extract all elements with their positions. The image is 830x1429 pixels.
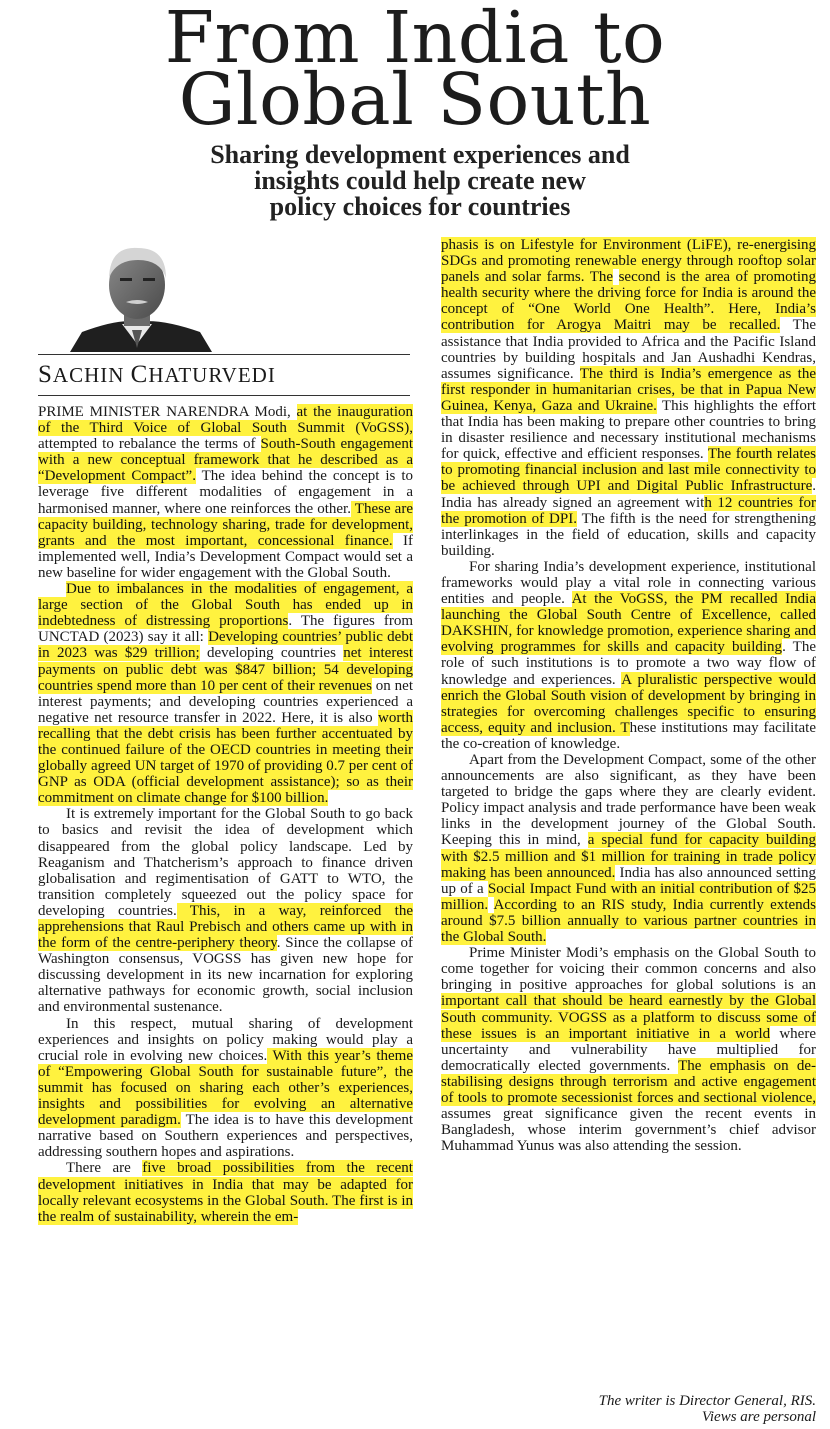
body-text: If implemented well, India’s Development Compact would set a new baseline for wider engagement with the Global South. xyxy=(38,532,413,581)
deck-line-2: insights could help create new xyxy=(254,166,586,195)
body-text: Apart from the Development Compact, some of the other announcements are also significant, as they have been targeted to bridge the gaps where they are clearly evident. Policy impact analysis and trade performance have been weak links in the development journey of the Global South. Keeping this in mind, xyxy=(441,752,816,849)
highlighted-text: With this year’s theme of “Empowering Global South for sustainable future”, the summit has focused on sharing each other’s experiences, insights and possibilities for evolving an alternative development paradigm. xyxy=(38,1047,413,1129)
highlighted-text: net interest payments on public debt was $847 billion; 54 developing countries spend more than 10 per cent of their revenues xyxy=(38,645,413,694)
article-paragraph xyxy=(38,806,413,1015)
highlighted-text: South-South engagement with a new conceptual framework that he described as a “Development Compact”. xyxy=(38,436,413,485)
article-paragraph xyxy=(38,581,413,806)
highlighted-text: The fourth relates to promoting financial inclusion and last mile connectivity to be achieved through UPI and Digital Public Infrastructure xyxy=(441,446,817,495)
deck-line-1: Sharing development experiences and xyxy=(210,140,630,169)
author-note-line-1: The writer is Director General, RIS. xyxy=(598,1393,816,1409)
deck-line-3: policy choices for countries xyxy=(269,192,571,221)
highlighted-text: five broad possibilities from the recent development initiatives in India that may be adapted for locally relevant ecosystems in the Global South. The first is in the realm of sustainability, wherein the em- xyxy=(38,1160,413,1225)
body-text: The assistance that India provided to Africa and the Pacific Island countries by building hospitals and Jan Aushadhi Kendras, assumes significance. xyxy=(441,317,816,382)
highlighted-text: The third is India’s emergence as the first responder in humanitarian crises, be that in Papua New Guinea, Kenya, Gaza and Ukraine. xyxy=(441,365,816,414)
highlighted-text: These are capacity building, technology sharing, trade for development, grants and the most important, concessional finance. xyxy=(38,500,413,549)
body-text: . The role of such institutions is to promote a two way flow of knowledge and experiences. xyxy=(441,639,816,688)
highlighted-text: important call that should be heard earnestly by the Global South community. VOGSS as a platform to discuss some of these issues is an important initiative in a world xyxy=(441,993,816,1042)
article-column-right xyxy=(441,237,816,1154)
body-text: where uncertainty and vulnerability have multiplied for democratically elected governments. xyxy=(441,1025,816,1074)
article-paragraph xyxy=(441,752,816,945)
body-text: , xyxy=(286,404,297,420)
highlighted-text: phasis is on Lifestyle for Environment (LiFE), re-energising SDGs and promoting renewable energy through rooftop solar panels and solar farms. The xyxy=(441,237,816,286)
body-text: hese institutions may facilitate the co-creation of knowledge. xyxy=(441,719,816,752)
body-text: It is extremely important for the Global South to go back to basics and revisit the idea of development which disappeared from the global policy landscape. Led by Reaganism and Thatcherism’s approach to finance driven globalisation and regimentisation of GATT to WTO, the transition completely squeezed out the policy space for developing countries. xyxy=(38,806,413,919)
body-text: . India has already signed an agreement wit xyxy=(441,478,816,511)
body-text: In this respect, mutual sharing of development experiences and insights on policy making would play a crucial role in evolving new choices. xyxy=(38,1015,413,1064)
highlighted-text: This, in a way, reinforced the apprehensions that Raul Prebisch and others came up with in the form of the centre-periphery theory xyxy=(38,902,413,952)
article-paragraph xyxy=(441,237,816,559)
highlighted-text: at the inauguration of the Third Voice of Global South Summit (VoGSS), xyxy=(38,404,413,437)
body-text: The idea is to have this development narrative based on Southern experiences and perspectives, addressing southern hopes and aspirations. xyxy=(38,1112,414,1161)
body-text: assumes great significance given the recent events in Bangladesh, whose interim government’s chief advisor Muhammad Yunus was also attending the session. xyxy=(441,1106,816,1155)
highlighted-text: h 12 countries for the promotion of DPI. xyxy=(441,494,816,527)
highlighted-text: Due to imbalances in the modalities of engagement, a large section of the Global South has ended up in indebtedness of distressing proportions xyxy=(38,581,413,630)
body-text: PRIME MINISTER NARENDRA Modi xyxy=(38,404,287,420)
body-text xyxy=(488,897,493,913)
author-note xyxy=(441,1393,816,1425)
author-headshot xyxy=(60,240,215,352)
author-note-line-2: Views are personal xyxy=(701,1409,816,1425)
highlighted-text: worth recalling that the debt crisis has been further accentuated by the continued failure of the OECD countries in meeting their globally agreed UN target of 1970 of providing 0.7 per cent of GNP as ODA (official development assistance); so as their commitment on climate change for $100 billion. xyxy=(38,709,413,807)
body-text: The idea behind the concept is to leverage five different modalities of engagement in a harmonised manner, where one reinforces the other. xyxy=(38,468,413,517)
highlighted-text: second is the area of promoting health security where the driving force for India is around the concept of “One World One Health”. Here, India’s contribution for Arogya Maitri may be recalled. xyxy=(441,269,816,334)
headline-line-2: Global South xyxy=(178,58,652,141)
article-paragraph xyxy=(38,404,413,581)
body-text: This highlights the effort that India has been making to prepare other countries to bring in disaster resilience and necessary institutional mechanisms for quick, effective and efficient responses. xyxy=(441,397,816,463)
body-text: For sharing India’s development experience, institutional frameworks would play a vital role in connecting various entities and people. xyxy=(441,558,816,608)
body-text: . Since the collapse of Washington consensus, VOGSS has given new hope for discussing development in its new incarnation for exploring alternative pathways for economic growth, social inclusion and environmental sustenance. xyxy=(38,935,413,1016)
highlighted-text: Social Impact Fund with an initial contribution of $25 million. xyxy=(441,880,817,913)
body-text: There are xyxy=(66,1160,143,1177)
highlighted-text: The emphasis on de-stabilising designs through terrorism and active engagement of tools to promote secessionist forces and sectional violence, xyxy=(441,1057,816,1106)
highlighted-text: According to an RIS study, India currently extends around $7.5 billion annually to various partner countries in the Global South. xyxy=(441,896,816,946)
article-paragraph xyxy=(38,1160,413,1224)
body-text: . The figures from UNCTAD (2023) say it all: xyxy=(38,613,413,646)
highlighted-text: A pluralistic perspective would enrich the Global South vision of development by bringing in strategies for overcoming challenges specific to ensuring access, equity and inclusion. T xyxy=(441,671,816,736)
headline-line-1: From India to xyxy=(164,0,666,79)
body-text: attempted to rebalance the terms of xyxy=(38,436,261,453)
body-text: on net interest payments; and developing countries experienced a negative net resource transfer in 2022. Here, it is also xyxy=(38,677,413,726)
article-paragraph xyxy=(38,1016,413,1161)
highlighted-text: a special fund for capacity building with $2.5 million and $1 million for training in trade policy making has been announced. xyxy=(441,832,816,881)
body-text: developing countries xyxy=(199,645,344,662)
body-text xyxy=(613,269,619,285)
body-text: The fifth is the need for strengthening interlinkages in the field of education, skills and capacity building. xyxy=(441,510,816,559)
article-paragraph xyxy=(441,945,816,1154)
highlighted-text: At the VoGSS, the PM recalled India launching the Global South Centre of Excellence, called DAKSHIN, for knowledge promotion, experience sharing and evolving programmes for skills and capacity building xyxy=(441,591,816,656)
author-byline: SACHIN CHATURVEDI xyxy=(38,354,410,396)
body-text: Prime Minister Modi’s emphasis on the Global South to come together for voicing their common concerns and also bringing in positive approaches for global solutions is an xyxy=(441,945,816,994)
article-paragraph xyxy=(441,559,816,752)
highlighted-text: Developing countries’ public debt in 2023 was $29 trillion; xyxy=(38,629,413,662)
body-text: India has also announced setting up of a xyxy=(441,864,817,897)
article-column-left xyxy=(38,404,413,1225)
